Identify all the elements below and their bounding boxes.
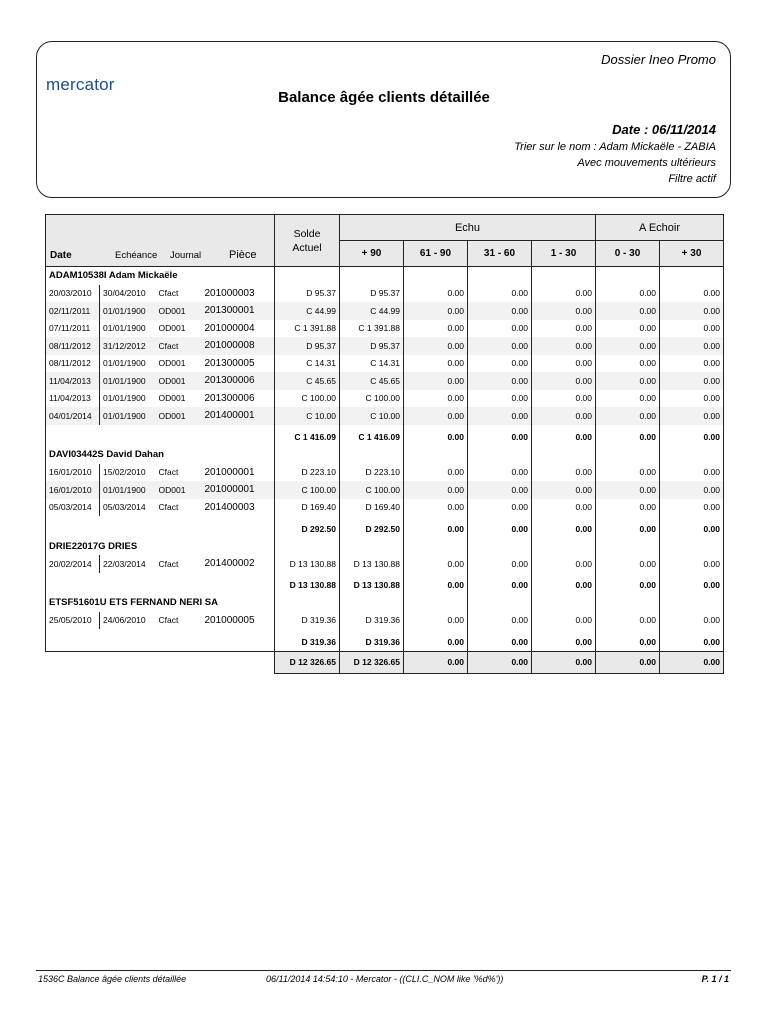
- footer-report-id: 1536C Balance âgée clients détaillée: [38, 974, 187, 984]
- row-amount: 0.00: [468, 372, 532, 390]
- row-amount: 0.00: [596, 285, 660, 303]
- empty-cell: [596, 594, 660, 612]
- row-amount: 0.00: [596, 464, 660, 482]
- row-echeance: 24/06/2010: [100, 612, 156, 630]
- row-piece: 201000005: [204, 614, 255, 626]
- row-piece: 201300001: [202, 302, 275, 320]
- row-amount: 0.00: [532, 481, 596, 499]
- row-date: 08/11/2012: [46, 337, 100, 355]
- empty-cell: [46, 429, 275, 447]
- total-amount: 0.00: [660, 633, 724, 651]
- row-amount: 0.00: [596, 372, 660, 390]
- row-amount: 0.00: [468, 612, 532, 630]
- empty-cell: [596, 538, 660, 556]
- row-amount: 0.00: [532, 612, 596, 630]
- row-piece: 201000001: [204, 466, 255, 478]
- row-amount: 0.00: [660, 407, 724, 425]
- row-journal: OD001: [156, 481, 202, 499]
- col-1-30: 1 - 30: [532, 241, 596, 267]
- page-footer: [36, 970, 731, 984]
- row-echeance: 31/12/2012: [100, 337, 156, 355]
- aged-balance-table: [45, 214, 724, 674]
- row-amount: 0.00: [468, 285, 532, 303]
- row-journal: OD001: [156, 407, 202, 425]
- row-amount: 0.00: [468, 464, 532, 482]
- row-amount: 0.00: [660, 464, 724, 482]
- total-amount: 0.00: [660, 520, 724, 538]
- row-amount: 0.00: [468, 320, 532, 338]
- row-amount: 0.00: [404, 337, 468, 355]
- row-amount: 0.00: [660, 499, 724, 517]
- row-amount: 0.00: [404, 481, 468, 499]
- footer-timestamp: 06/11/2014 14:54:10 - Mercator - ((CLI.C_NOM like '%d%')): [266, 974, 504, 984]
- row-amount: 0.00: [596, 302, 660, 320]
- row-solde: C 14.31: [275, 355, 340, 373]
- row-amount: C 100.00: [340, 390, 404, 408]
- dossier-name: Dossier Ineo Promo: [601, 52, 716, 67]
- client-total-row: [46, 429, 724, 447]
- report-title: Balance âgée clients détaillée: [278, 89, 490, 106]
- row-amount: 0.00: [532, 302, 596, 320]
- row-solde: C 1 391.88: [275, 320, 340, 338]
- row-date: 20/02/2014: [46, 555, 100, 573]
- row-amount: 0.00: [660, 337, 724, 355]
- empty-cell: [46, 520, 275, 538]
- col-date: Date: [50, 250, 72, 261]
- row-journal: OD001: [156, 302, 202, 320]
- empty-cell: [468, 538, 532, 556]
- total-amount: D 13 130.88: [275, 577, 340, 595]
- client-header-row: [46, 267, 724, 285]
- client-name: DRIE22017G DRIES: [46, 538, 275, 556]
- col-31-60: 31 - 60: [468, 241, 532, 267]
- row-amount: 0.00: [532, 320, 596, 338]
- row-amount: 0.00: [468, 499, 532, 517]
- grand-total-amount: D 12 326.65: [340, 651, 404, 673]
- row-amount: 0.00: [596, 320, 660, 338]
- total-amount: 0.00: [404, 633, 468, 651]
- row-amount: 0.00: [660, 302, 724, 320]
- client-name: DAVI03442S David Dahan: [46, 446, 275, 464]
- row-amount: 0.00: [532, 390, 596, 408]
- row-journal: OD001: [158, 358, 186, 369]
- row-amount: 0.00: [660, 355, 724, 373]
- row-amount: 0.00: [596, 555, 660, 573]
- row-journal: Cfact: [158, 288, 179, 299]
- row-echeance: 01/01/1900: [100, 407, 156, 425]
- row-solde: D 13 130.88: [275, 555, 340, 573]
- row-journal: OD001: [156, 372, 202, 390]
- row-amount: 0.00: [660, 372, 724, 390]
- total-amount: C 1 416.09: [340, 429, 404, 447]
- row-solde: C 100.00: [275, 481, 340, 499]
- row-echeance: 01/01/1900: [100, 355, 156, 373]
- row-amount: 0.00: [468, 407, 532, 425]
- table-row: [46, 355, 724, 373]
- row-date: 16/01/2010: [46, 464, 100, 482]
- row-solde: D 169.40: [275, 499, 340, 517]
- movements-note: Avec mouvements ultérieurs: [577, 157, 716, 169]
- row-amount: D 13 130.88: [340, 555, 404, 573]
- empty-cell: [596, 446, 660, 464]
- table-row: [46, 372, 724, 390]
- table-row: [46, 555, 724, 573]
- grand-total-amount: 0.00: [404, 651, 468, 673]
- row-date: 16/01/2010: [46, 481, 100, 499]
- row-amount: C 44.99: [340, 302, 404, 320]
- empty-cell: [532, 538, 596, 556]
- row-amount: 0.00: [660, 612, 724, 630]
- row-amount: 0.00: [596, 407, 660, 425]
- col-echeance: Echéance: [115, 250, 158, 261]
- row-amount: 0.00: [596, 612, 660, 630]
- row-solde: D 95.37: [275, 285, 340, 303]
- left-header-cell: [46, 215, 275, 267]
- row-date: 05/03/2014: [46, 499, 100, 517]
- client-total-row: [46, 577, 724, 595]
- row-echeance: 30/04/2010: [100, 285, 156, 303]
- col-journal: Journal: [170, 250, 202, 261]
- row-date: 11/04/2013: [46, 372, 100, 390]
- row-echeance: 01/01/1900: [100, 302, 156, 320]
- row-amount: 0.00: [660, 481, 724, 499]
- table-row: [46, 464, 724, 482]
- row-amount: 0.00: [532, 372, 596, 390]
- row-amount: 0.00: [404, 355, 468, 373]
- row-amount: 0.00: [404, 372, 468, 390]
- table-row: [46, 481, 724, 499]
- row-amount: D 95.37: [340, 285, 404, 303]
- row-piece: 201400001: [202, 407, 275, 425]
- empty-cell: [46, 577, 275, 595]
- col-piece: Pièce: [229, 249, 257, 261]
- row-amount: 0.00: [404, 407, 468, 425]
- row-amount: C 10.00: [340, 407, 404, 425]
- empty-cell: [468, 446, 532, 464]
- empty-cell: [468, 267, 532, 285]
- row-piece: 201300006: [202, 372, 275, 390]
- total-amount: 0.00: [532, 577, 596, 595]
- empty-cell: [404, 594, 468, 612]
- total-amount: D 13 130.88: [340, 577, 404, 595]
- col-0-30: 0 - 30: [596, 241, 660, 267]
- row-piece: 201000001: [202, 481, 275, 499]
- row-amount: 0.00: [596, 337, 660, 355]
- total-amount: 0.00: [468, 633, 532, 651]
- row-amount: 0.00: [532, 499, 596, 517]
- empty-cell: [46, 633, 275, 651]
- row-amount: 0.00: [532, 464, 596, 482]
- logo-text: mercator: [46, 75, 115, 94]
- row-date: 25/05/2010: [46, 612, 100, 630]
- empty-cell: [340, 446, 404, 464]
- client-header-row: [46, 446, 724, 464]
- row-amount: 0.00: [532, 407, 596, 425]
- grand-total-amount: D 12 326.65: [275, 651, 340, 673]
- empty-cell: [275, 446, 340, 464]
- total-amount: 0.00: [596, 429, 660, 447]
- row-journal: Cfact: [158, 615, 179, 626]
- client-total-row: [46, 520, 724, 538]
- row-amount: 0.00: [468, 302, 532, 320]
- row-amount: 0.00: [404, 612, 468, 630]
- row-date: 20/03/2010: [46, 285, 100, 303]
- row-piece: 201000003: [204, 287, 255, 299]
- row-echeance: 22/03/2014: [100, 555, 156, 573]
- empty-cell: [468, 594, 532, 612]
- client-header-row: [46, 594, 724, 612]
- total-amount: 0.00: [468, 577, 532, 595]
- row-journal: OD001: [158, 323, 186, 334]
- total-amount: 0.00: [404, 520, 468, 538]
- total-amount: C 1 416.09: [275, 429, 340, 447]
- total-amount: D 292.50: [340, 520, 404, 538]
- row-date: 02/11/2011: [46, 302, 100, 320]
- row-amount: 0.00: [468, 555, 532, 573]
- row-amount: 0.00: [596, 499, 660, 517]
- client-name: ADAM10538I Adam Mickaële: [46, 267, 275, 285]
- total-amount: D 319.36: [275, 633, 340, 651]
- row-amount: D 319.36: [340, 612, 404, 630]
- row-amount: 0.00: [596, 355, 660, 373]
- total-amount: D 319.36: [340, 633, 404, 651]
- row-journal: OD001: [158, 393, 186, 404]
- empty-cell: [340, 267, 404, 285]
- row-amount: 0.00: [404, 320, 468, 338]
- row-amount: 0.00: [404, 499, 468, 517]
- empty-cell: [660, 538, 724, 556]
- col-61-90: 61 - 90: [404, 241, 468, 267]
- empty-cell: [275, 538, 340, 556]
- row-journal: Cfact: [158, 467, 179, 478]
- row-journal: Cfact: [158, 558, 179, 569]
- row-solde: C 45.65: [275, 372, 340, 390]
- total-amount: 0.00: [596, 577, 660, 595]
- empty-cell: [340, 594, 404, 612]
- row-amount: 0.00: [532, 337, 596, 355]
- table-row: [46, 337, 724, 355]
- row-piece: 201300005: [204, 357, 255, 369]
- row-amount: D 223.10: [340, 464, 404, 482]
- row-amount: 0.00: [404, 555, 468, 573]
- client-header-row: [46, 538, 724, 556]
- grand-total-row: [46, 651, 724, 673]
- table-row: [46, 499, 724, 517]
- row-echeance: 05/03/2014: [100, 499, 156, 517]
- row-echeance: 15/02/2010: [100, 464, 156, 482]
- table-row: [46, 612, 724, 630]
- empty-cell: [275, 267, 340, 285]
- total-amount: 0.00: [532, 429, 596, 447]
- col-solde: Solde Actuel: [275, 215, 340, 267]
- sort-criteria: Trier sur le nom : Adam Mickaële - ZABIA: [514, 141, 716, 153]
- grand-total-amount: 0.00: [532, 651, 596, 673]
- row-piece: 201400002: [204, 558, 255, 570]
- row-amount: C 14.31: [340, 355, 404, 373]
- row-piece: 201000004: [204, 322, 255, 334]
- row-amount: 0.00: [468, 481, 532, 499]
- grand-total-amount: 0.00: [660, 651, 724, 673]
- row-solde: C 44.99: [275, 302, 340, 320]
- row-piece: 201300006: [204, 392, 255, 404]
- row-solde: D 95.37: [275, 337, 340, 355]
- col-plus30: + 30: [660, 241, 724, 267]
- empty-cell: [46, 651, 275, 673]
- row-amount: D 169.40: [340, 499, 404, 517]
- row-journal: Cfact: [156, 337, 202, 355]
- empty-cell: [660, 267, 724, 285]
- row-amount: 0.00: [404, 464, 468, 482]
- row-solde: D 223.10: [275, 464, 340, 482]
- total-amount: 0.00: [596, 520, 660, 538]
- total-amount: 0.00: [596, 633, 660, 651]
- row-amount: 0.00: [660, 390, 724, 408]
- row-solde: D 319.36: [275, 612, 340, 630]
- row-echeance: 01/01/1900: [100, 481, 156, 499]
- row-amount: 0.00: [468, 337, 532, 355]
- row-solde: C 10.00: [275, 407, 340, 425]
- empty-cell: [660, 594, 724, 612]
- total-amount: 0.00: [404, 577, 468, 595]
- empty-cell: [596, 267, 660, 285]
- total-amount: 0.00: [532, 633, 596, 651]
- empty-cell: [532, 267, 596, 285]
- table-row: [46, 390, 724, 408]
- row-amount: 0.00: [532, 355, 596, 373]
- row-amount: 0.00: [660, 555, 724, 573]
- empty-cell: [532, 594, 596, 612]
- empty-cell: [660, 446, 724, 464]
- total-amount: 0.00: [404, 429, 468, 447]
- empty-cell: [340, 538, 404, 556]
- row-amount: D 95.37: [340, 337, 404, 355]
- client-total-row: [46, 633, 724, 651]
- report-date: Date : 06/11/2014: [612, 122, 716, 137]
- total-amount: 0.00: [468, 520, 532, 538]
- row-amount: 0.00: [404, 390, 468, 408]
- total-amount: 0.00: [660, 577, 724, 595]
- row-amount: 0.00: [468, 390, 532, 408]
- row-amount: 0.00: [468, 355, 532, 373]
- total-amount: 0.00: [660, 429, 724, 447]
- filter-note: Filtre actif: [668, 173, 716, 185]
- row-amount: 0.00: [532, 555, 596, 573]
- row-amount: 0.00: [404, 285, 468, 303]
- table-body: [46, 267, 724, 674]
- table-row: [46, 407, 724, 425]
- empty-cell: [275, 594, 340, 612]
- grand-total-amount: 0.00: [468, 651, 532, 673]
- table-row: [46, 302, 724, 320]
- row-piece: 201000008: [202, 337, 275, 355]
- row-journal: Cfact: [158, 502, 179, 513]
- footer-page-number: P. 1 / 1: [701, 974, 729, 984]
- row-amount: C 1 391.88: [340, 320, 404, 338]
- total-amount: D 292.50: [275, 520, 340, 538]
- row-piece: 201400003: [204, 501, 255, 513]
- row-amount: 0.00: [660, 285, 724, 303]
- total-amount: 0.00: [468, 429, 532, 447]
- client-name: ETSF51601U ETS FERNAND NERI SA: [46, 594, 275, 612]
- row-amount: 0.00: [596, 390, 660, 408]
- row-date: 08/11/2012: [46, 355, 100, 373]
- row-date: 11/04/2013: [46, 390, 100, 408]
- row-solde: C 100.00: [275, 390, 340, 408]
- empty-cell: [404, 267, 468, 285]
- row-echeance: 01/01/1900: [100, 372, 156, 390]
- row-amount: 0.00: [532, 285, 596, 303]
- table-row: [46, 285, 724, 303]
- col-aechoir: A Echoir: [596, 215, 724, 241]
- grand-total-amount: 0.00: [596, 651, 660, 673]
- col-echu: Echu: [340, 215, 596, 241]
- col-plus90: + 90: [340, 241, 404, 267]
- row-amount: C 100.00: [340, 481, 404, 499]
- row-date: 04/01/2014: [46, 407, 100, 425]
- total-amount: 0.00: [532, 520, 596, 538]
- row-date: 07/11/2011: [46, 320, 100, 338]
- table-row: [46, 320, 724, 338]
- row-echeance: 01/01/1900: [100, 320, 156, 338]
- row-amount: 0.00: [404, 302, 468, 320]
- empty-cell: [404, 446, 468, 464]
- row-amount: 0.00: [596, 481, 660, 499]
- row-amount: C 45.65: [340, 372, 404, 390]
- row-echeance: 01/01/1900: [100, 390, 156, 408]
- empty-cell: [404, 538, 468, 556]
- empty-cell: [532, 446, 596, 464]
- row-amount: 0.00: [660, 320, 724, 338]
